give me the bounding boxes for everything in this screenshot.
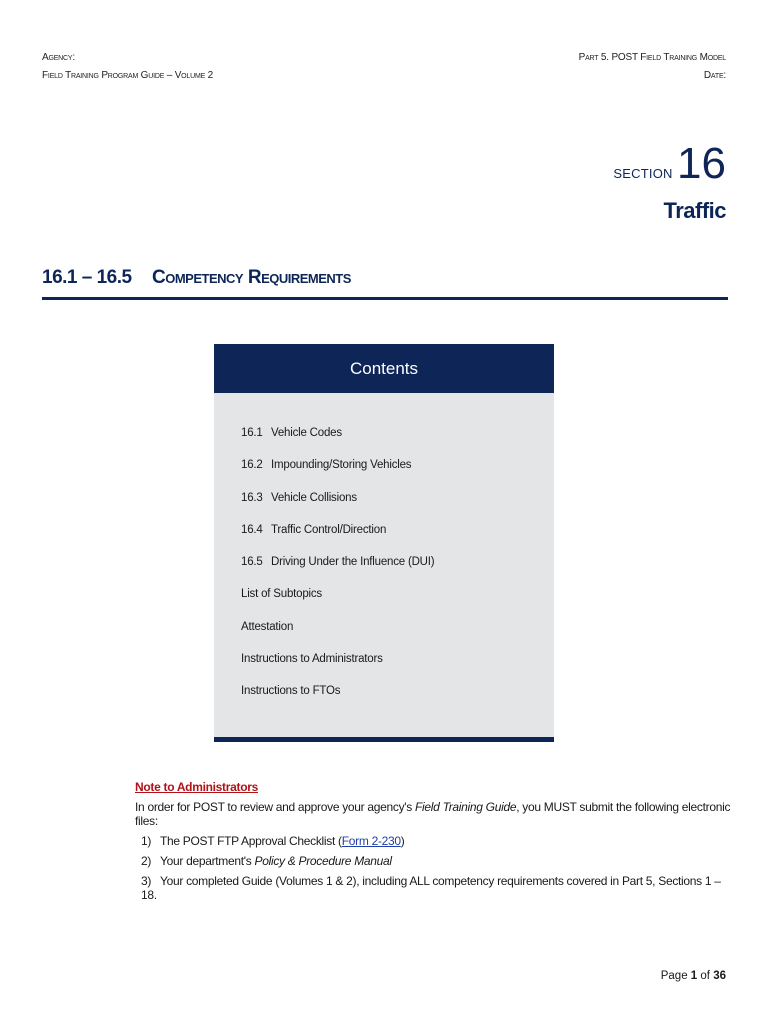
contents-bottom-rule [214, 737, 554, 742]
competency-title: Competency Requirements [152, 267, 351, 288]
contents-item[interactable] [241, 556, 434, 588]
note-intro-text: In order for POST to review and approve your agency's [135, 800, 416, 814]
contents-item-label: List of Subtopics [241, 588, 322, 601]
note-list [135, 834, 735, 902]
note-item [141, 834, 735, 848]
note-item [141, 854, 735, 868]
contents-list [241, 427, 434, 718]
guide-title: Field Training Program Guide – Volume 2 [42, 70, 213, 81]
competency-range: 16.1 – 16.5 [42, 267, 132, 288]
contents-item[interactable] [241, 588, 434, 620]
contents-item[interactable] [241, 459, 434, 491]
section-number: 16 [677, 139, 726, 188]
note-intro-emphasis: Field Training Guide [415, 800, 517, 814]
contents-item-label: Driving Under the Influence (DUI) [271, 556, 435, 569]
note-item-number: 1) [141, 834, 152, 848]
date-label: Date: [703, 70, 726, 81]
contents-item-number: 16.4 [241, 523, 263, 536]
contents-item-number: 16.2 [241, 459, 263, 472]
note-to-administrators [135, 780, 735, 908]
section-heading [613, 139, 726, 188]
page-word: Page [660, 970, 688, 982]
note-item-text: Your department's [160, 854, 255, 868]
contents-item-label: Traffic Control/Direction [271, 523, 387, 536]
note-item-number: 3) [141, 874, 152, 888]
page-number [661, 970, 726, 982]
contents-item-label: Impounding/Storing Vehicles [271, 459, 412, 472]
note-item-emphasis: Policy & Procedure Manual [254, 854, 392, 868]
note-item-text: Your completed Guide (Volumes 1 & 2), including ALL competency requirements covered in Part 5, Sections 1 – 18. [141, 874, 721, 902]
note-item [141, 874, 735, 902]
part-label: Part 5. POST Field Training Model [578, 52, 726, 63]
section-word: SECTION [613, 166, 673, 181]
contents-item-label: Instructions to Administrators [241, 653, 383, 666]
page-current: 1 [690, 970, 698, 982]
of-word: of [700, 970, 710, 982]
note-intro [135, 800, 735, 828]
note-item-text: The POST FTP Approval Checklist ( [160, 834, 342, 848]
contents-item-number: 16.1 [241, 427, 263, 439]
contents-item-label: Vehicle Codes [271, 427, 342, 439]
page-total: 36 [713, 970, 726, 982]
note-intro-text-end: , you MUST submit the following electronic files: [135, 800, 731, 828]
contents-box [214, 344, 554, 742]
contents-item[interactable] [241, 653, 434, 685]
contents-item[interactable] [241, 492, 434, 524]
note-heading: Note to Administrators [135, 780, 258, 794]
section-title: Traffic [663, 198, 726, 223]
agency-label: Agency: [42, 52, 75, 63]
heading-rule [42, 297, 728, 300]
note-item-number: 2) [141, 854, 152, 868]
contents-item-label: Attestation [241, 620, 294, 633]
contents-item[interactable] [241, 685, 434, 717]
contents-item[interactable] [241, 621, 434, 653]
contents-item-number: 16.5 [241, 556, 263, 569]
contents-item-label: Instructions to FTOs [241, 685, 341, 698]
contents-item[interactable] [241, 524, 434, 556]
form-2-230-link[interactable]: Form 2-230 [341, 834, 401, 848]
contents-item-label: Vehicle Collisions [271, 491, 357, 504]
note-item-text-end: ) [400, 834, 405, 848]
contents-item[interactable] [241, 427, 434, 459]
contents-item-number: 16.3 [241, 491, 263, 504]
contents-heading: Contents [214, 344, 554, 393]
